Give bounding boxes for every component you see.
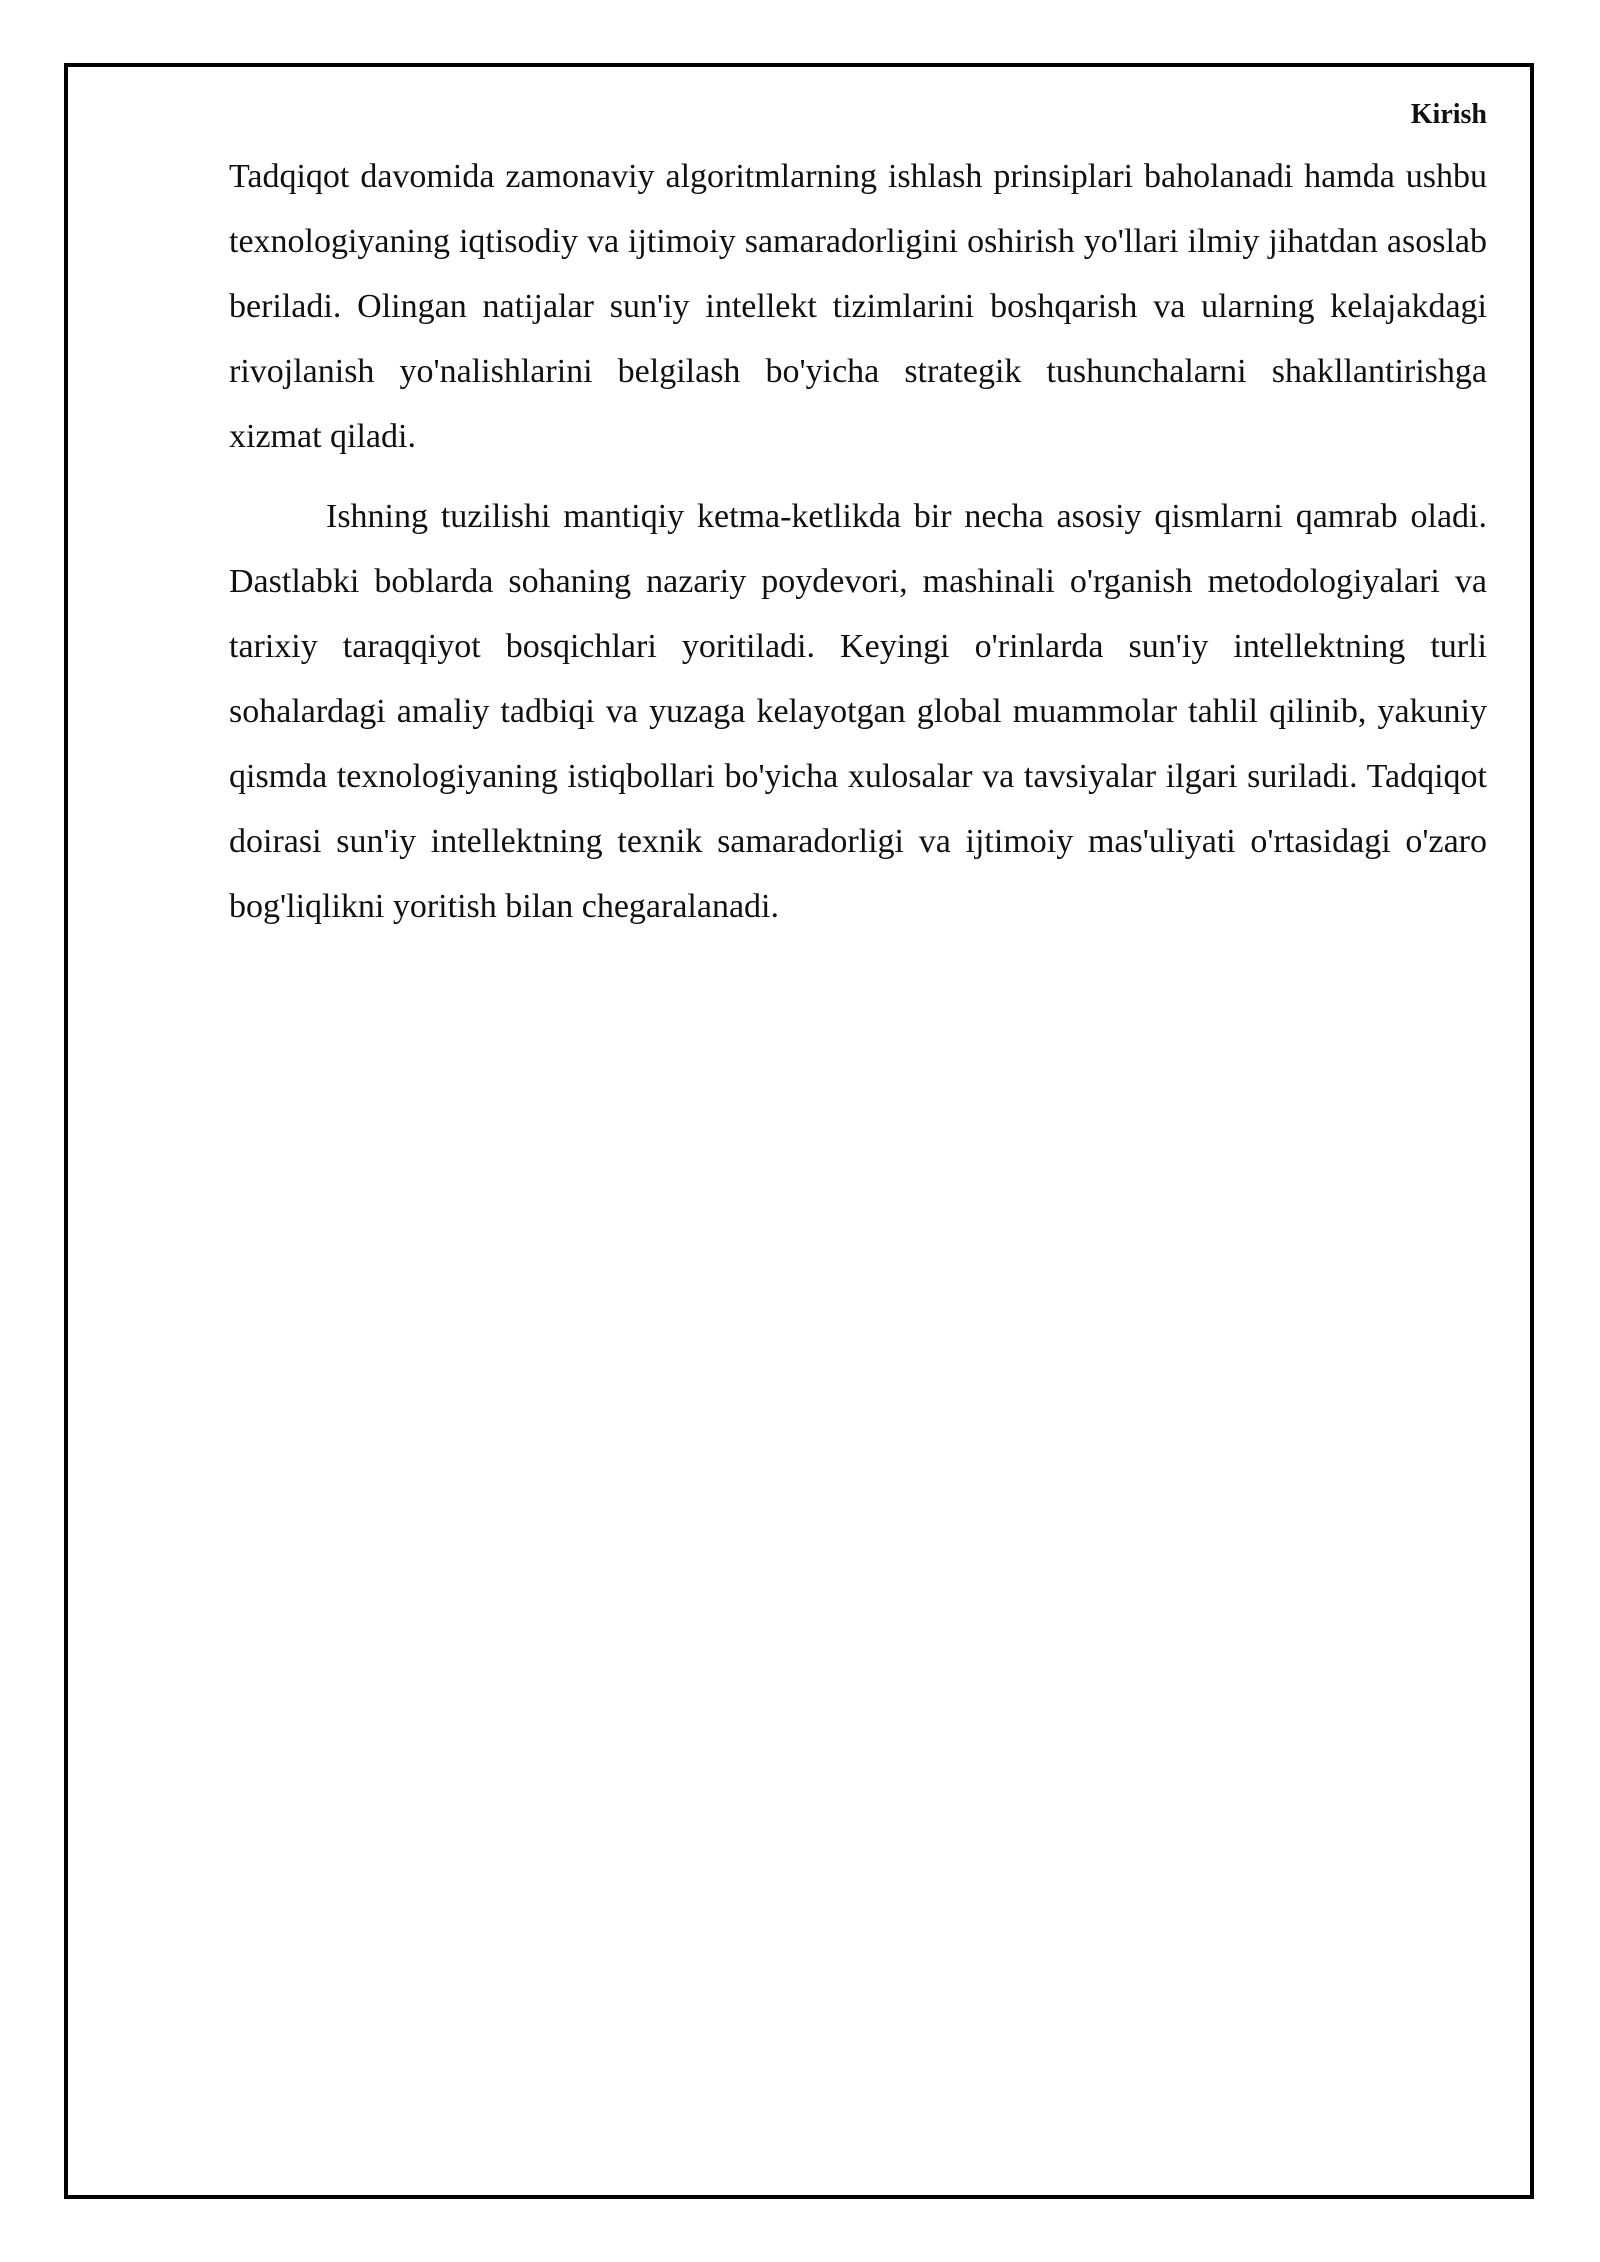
section-title: Kirish xyxy=(1410,99,1487,130)
paragraph-2: Ishning tuzilishi mantiqiy ketma-ketlikda bir necha asosiy qismlarni qamrab oladi. Dastlabki boblarda sohaning nazariy poydevori, mashinali o'rganish metodologiyalari va tarixiy taraqqiyot bosqichlari yoritiladi. Keyingi o'rinlarda sun'iy intellektning turli sohalardagi amaliy tadbiqi va yuzaga kelayotgan global muammolar tahlil qilinib, yakuniy qismda texnologiyaning istiqbollari bo'yicha xulosalar va tavsiyalar ilgari suriladi. Tadqiqot doirasi sun'iy intellektning texnik samaradorligi va ijtimoiy mas'uliyati o'rtasidagi o'zaro bog'liqlikni yoritish bilan chegaralanadi. xyxy=(229,498,1487,925)
paragraph-1: Tadqiqot davomida zamonaviy algoritmlarning ishlash prinsiplari baholanadi hamda ushbu texnologiyaning iqtisodiy va ijtimoiy samaradorligini oshirish yo'llari ilmiy jihatdan asoslab beriladi. Olingan natijalar sun'iy intellekt tizimlarini boshqarish va ularning kelajakdagi rivojlanish yo'nalishlarini belgilash bo'yicha strategik tushunchalarni shakllantirishga xizmat qiladi. xyxy=(229,158,1487,455)
document-body xyxy=(229,144,1487,939)
